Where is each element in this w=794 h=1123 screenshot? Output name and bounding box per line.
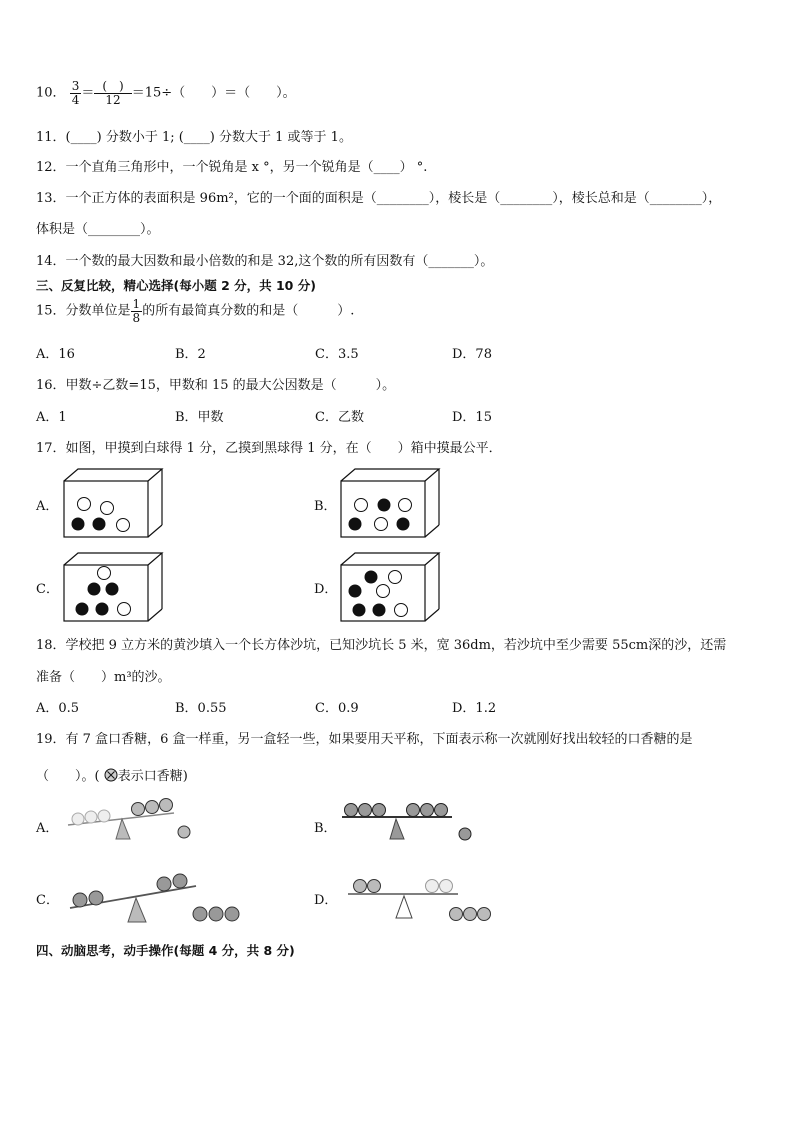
question-17: 17．如图，甲摸到白球得 1 分，乙摸到黑球得 1 分，在（ ）箱中摸最公平． <box>36 441 502 456</box>
fraction-3-4: $\frac{3}{4}$ <box>71 79 80 107</box>
balance-figure-b <box>340 795 480 845</box>
q15-option-c[interactable]: C．3.5 <box>315 347 359 362</box>
section-3-title: 三、反复比较，精心选择(每小题 2 分，共 10 分) <box>36 278 316 293</box>
q16-option-b[interactable]: B．甲数 <box>175 410 224 425</box>
question-18-line2: 准备（ ）m³的沙。 <box>36 670 171 685</box>
gum-icon <box>104 768 118 782</box>
q16-option-a[interactable]: A．1 <box>36 410 67 425</box>
box-figure-b <box>339 467 441 539</box>
q19-option-a[interactable]: A． <box>36 821 59 836</box>
question-11: 11．(____) 分数小于 1; (____) 分数大于 1 或等于 1。 <box>36 130 352 145</box>
box-figure-c <box>62 551 164 623</box>
q18-option-b[interactable]: B．0.55 <box>175 701 227 716</box>
question-12: 12．一个直角三角形中，一个锐角是 x °，另一个锐角是（____） °. <box>36 160 428 175</box>
fraction-blank-12: $\frac{( )}{12}$ <box>94 80 131 106</box>
question-10: 10． $\frac{3}{4}$ ＝ $\frac{( )}{12}$ ＝15÷（ ）＝（ ）。 <box>36 79 296 107</box>
question-19-line2: （ ）。( 表示口香糖) <box>36 769 188 784</box>
question-13-line2: 体积是（________）。 <box>36 222 160 237</box>
q17-option-a[interactable]: A． <box>36 499 59 514</box>
question-number: 10． <box>36 85 66 101</box>
box-figure-a <box>62 467 164 539</box>
q15-option-a[interactable]: A．16 <box>36 347 75 362</box>
q19-option-b[interactable]: B． <box>314 821 337 836</box>
question-18-line1: 18．学校把 9 立方米的黄沙填入一个长方体沙坑，已知沙坑长 5 米，宽 36dm，若沙坑中至少需要 55cm深的沙，还需 <box>36 638 727 653</box>
question-15: 15．分数单位是 $\frac{1}{8}$ 的所有最简真分数的和是（ ）. <box>36 297 355 325</box>
q19-option-d[interactable]: D． <box>314 893 338 908</box>
q18-option-a[interactable]: A．0.5 <box>36 701 80 716</box>
question-13-line1: 13．一个正方体的表面积是 96m²，它的一个面的面积是（________），棱长是（________），棱长总和是（________）， <box>36 191 722 206</box>
q18-option-d[interactable]: D．1.2 <box>452 701 497 716</box>
q19-option-c[interactable]: C． <box>36 893 59 908</box>
balance-figure-a <box>66 795 206 845</box>
section-4-title: 四、动脑思考，动手操作(每题 4 分，共 8 分) <box>36 943 295 958</box>
balance-figure-c <box>66 866 250 928</box>
box-figure-d <box>339 551 441 623</box>
q15-option-b[interactable]: B．2 <box>175 347 206 362</box>
fraction-1-8: $\frac{1}{8}$ <box>132 297 141 325</box>
question-16: 16．甲数÷乙数=15，甲数和 15 的最大公因数是（ ）。 <box>36 378 396 393</box>
q16-option-d[interactable]: D．15 <box>452 410 492 425</box>
question-19-line1: 19．有 7 盒口香糖，6 盒一样重，另一盒轻一些，如果要用天平称，下面表示称一次就刚好找出较轻的口香糖的是 <box>36 732 693 747</box>
question-14: 14．一个数的最大因数和最小倍数的和是 32,这个数的所有因数有（_______）。 <box>36 254 494 269</box>
q15-option-d[interactable]: D．78 <box>452 347 492 362</box>
balance-figure-d <box>346 868 506 928</box>
q18-option-c[interactable]: C．0.9 <box>315 701 359 716</box>
q16-option-c[interactable]: C．乙数 <box>315 410 364 425</box>
q17-option-d[interactable]: D． <box>314 582 338 597</box>
q17-option-b[interactable]: B． <box>314 499 337 514</box>
q17-option-c[interactable]: C． <box>36 582 59 597</box>
